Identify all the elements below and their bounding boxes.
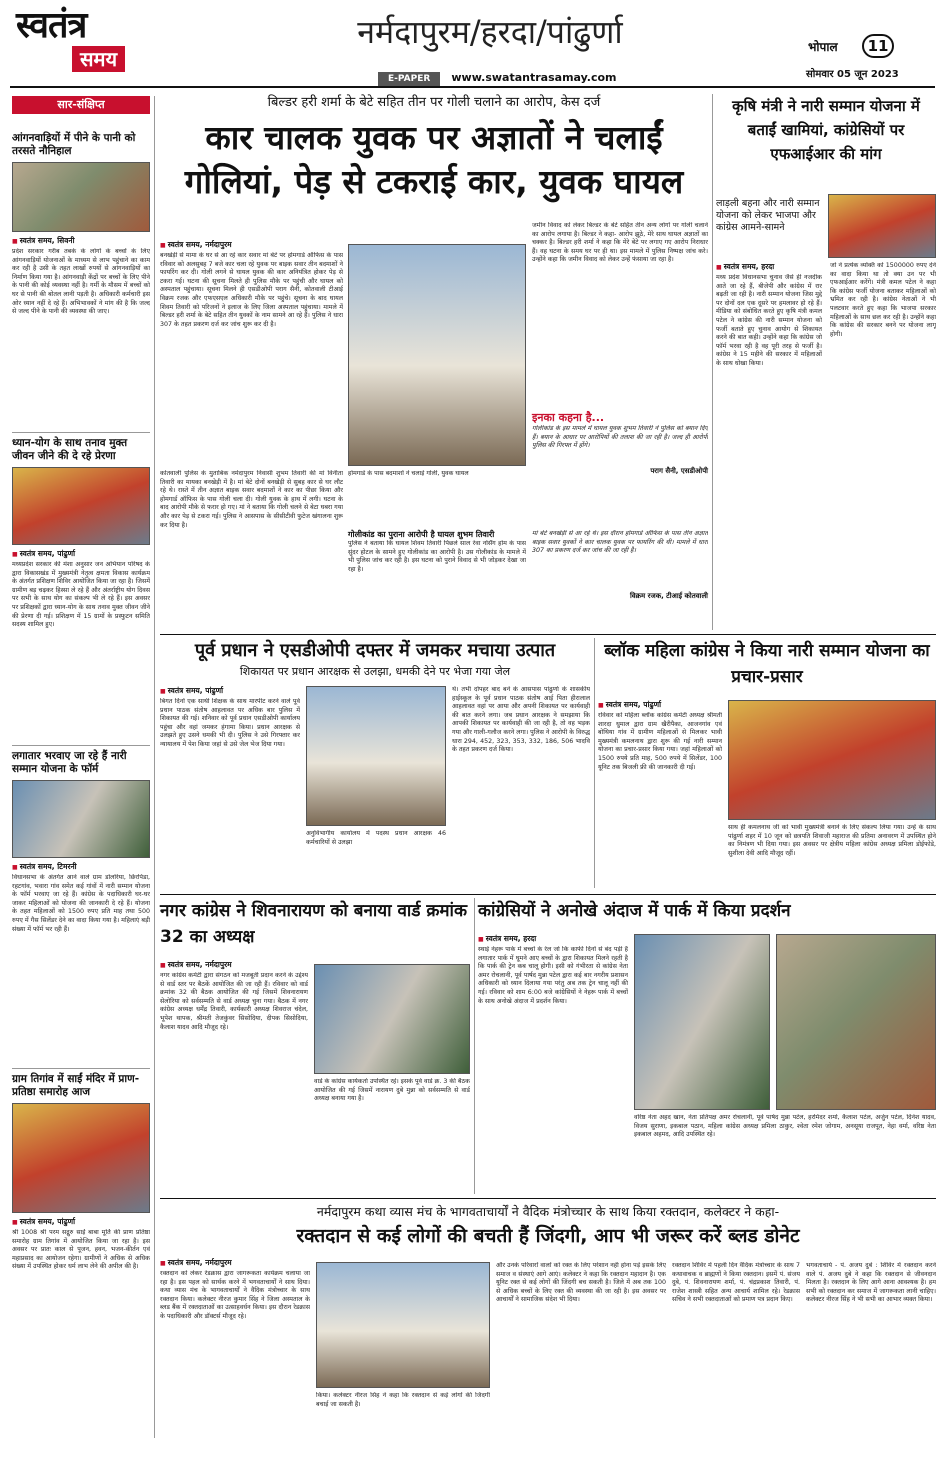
sidebar-body: मध्यप्रदेश सरकार की मंशा अनुसार जन अभियान परिषद के द्वारा विकासखंड में मुख्यमंत्री नेतृत्व क्षमता विकास कार्यक्रम के अंतर्गत प्रशिक्षण शिविर आयोजित किया जा रहा है। जिसमें ग्रामीण बड़ चढ़कर हिस्सा ले रहे हैं और अंतर्राष्ट्रीय योग दिवस पर सभी के साथ योग का संकल्प भी ले रहे हैं। इस अवसर पर प्रशिक्षकों द्वारा ध्यान-योग के साथ तनाव मुक्त जीवन जीने की प्रेरणा दी गई। प्रशिक्षण में 15 ग्रामों के प्रस्फुटन समिति सदस्य शामिल हुए। — [12, 561, 150, 629]
sidebar-item — [12, 1073, 150, 1307]
park-col1: स्थाई नेहरू पार्क में बच्चों के रेल जो कि काफी दिनों से बंद पड़ी है लगातार पार्क में घूमने आए बच्चों के द्वारा शिकायत मिलने रहती है कि पार्क की ट्रेन कब चालू होगी। इसी को गंभीरता से कांग्रेस नेता अमर रोचलानी, पूर्व पार्षद मुन्ना पटेल द्वारा कई बार नगरीय प्रशासन अधिकारी को ध्यान दिलाया गया परंतु अब तक ट्रेन चालू नहीं की गई। रविवार को शाम 6:00 बजे कांग्रेसियों ने नेहरू पार्क में बच्चों के साथ अनोखे अंदाज में प्रदर्शन किया। — [478, 946, 628, 1005]
agri-col1: मध्य प्रदेश विधानसभा चुनाव जैसे ही नजदीक आते जा रहे हैं, बीजेपी और कांग्रेस में रार बढ़ती जा रही है। नारी सम्मान योजना जिस मुद्दे पर दोनों दल एक दूसरे पर हमलावर हो रहे हैं। मीडिया को संबोधित करते हुए कृषि मंत्री कमल पटेल ने कांग्रेस की नारी सम्मान योजना को फर्जी बताते हुए चुनाव आयोग से शिकायत करने की बात कही। उन्होंने कहा कि कांग्रेस जो फॉर्म भरवा रही है वह पूरी तरह से फर्जी है। कांग्रेस ने 15 महीने की सरकार में महिलाओं के साथ धोखा किया। — [716, 274, 822, 367]
sidebar — [12, 96, 150, 1438]
lead-box2-text: मां बेटे बनखेड़ी से आ रहे थे। इस दौरान होमगार्ड ऑफिस के पास तीन अज्ञात बाइक सवार युवकों ने कार चालक युवक पर फायरिंग की थी। मामले में धारा 307 का प्रकरण दर्ज कर जांच की जा रही है। — [532, 530, 708, 555]
sidebar-section-label: सार-संक्षिप्त — [12, 96, 150, 114]
sidebar-body: प्रदेश सरकार गरीब तबके के लोगों के बच्चों के लिए आंगनवाड़ियों योजनाओं के माध्यम से लाभ पहुंचाने का काम कर रही है उसी के तहत लाखों रुपयों से आंगनवाड़ियों का निर्माण किया गया है। आंगनवाड़ी केंद्रों पर बच्चों के लिए पीने के पानी की कोई व्यवस्था नहीं है। गर्मी के मौसम में बच्चों को घर से पानी की बोतल लानी पड़ती है। अधिकारी कर्मचारी इस ओर ध्यान नहीं दे रहे हैं। अभिभावकों ने मांग की है कि जल्द से जल्द पीने के पानी की व्यवस्था की जाए। — [12, 248, 150, 316]
lead-headline-line1: कार चालक युवक पर अज्ञातों ने चलाईं — [205, 118, 663, 157]
sdop-col2: थे। तभी दोपहर बाद बने के आसपास पांढुर्णा के शासकीय हाईस्कूल के पूर्व प्रधान पाठक संतोष आई पिता हीरालाल आहलावत वहां पर आया और अपनी शिकायत पर कार्यवाही की बात करने लगा। जब प्रधान आरक्षक ने समझाया कि आपकी शिकायत पर कार्यवाही की जा रही है, तो वह भड़क गया और गाली-गलौज करने लगा। पुलिस ने आरोपी के विरुद्ध धारा 294, 452, 323, 353, 332, 186, 506 भादवि के तहत प्रकरण दर्ज किया। — [452, 686, 590, 754]
agri-sub: लाड़ली बहना और नारी सम्मान योजना को लेकर भाजपा और कांग्रेस आमने-सामने — [716, 198, 820, 233]
sdop-col1: बिगत दिनों एक साथी शिक्षक के साथ मारपीट करने वाले पूर्व प्रधान पाठक संतोष आहलावत पर अधिक बार पुलिस में शिकायत की गई। शनिवार को पूर्व प्रधान एसडीओपी कार्यालय पहुंचा और वहां जमकर हंगामा किया। प्रधान आरक्षक से उलझते हुए उसने धमकी भी दी। पुलिस ने उसे गिरफ्तार कर न्यायालय में पेश किया जहां से उसे जेल भेज दिया गया। — [160, 698, 300, 748]
website-link[interactable]: www.swatantrasamay.com — [451, 71, 617, 84]
park-photo-1 — [634, 934, 770, 1110]
sdop-headline: पूर्व प्रधान ने एसडीओपी दफ्तर में जमकर मचाया उत्पात — [194, 640, 556, 661]
ward-headline: नगर कांग्रेस ने शिवनारायण को बनाया वार्ड क्रमांक 32 का अध्यक्ष — [160, 901, 468, 947]
blood-col1: रक्तदान को लेकर रेडक्रास द्वारा जागरूकता कार्यक्रम चलाया जा रहा है। इस पहल को सार्थक करने में भगवताचार्यों ने साथ दिया। कथा व्यास मंच के भागवताचार्यों ने वैदिक मंत्रोच्चार के साथ रक्तदान किया। कलेक्टर नीरज कुमार सिंह ने जिला अस्पताल के ब्लड बैंक में रक्तदाताओं का उत्साहवर्धन किया। इस दौरान रेडक्रास के पदाधिकारी और डॉक्टर्स मौजूद रहे। — [160, 1270, 310, 1320]
mahila-caption: साथ ही कमलनाथ जी को भावी मुख्यमंत्री बनाने के लिए संकल्प लिया गया। उन्हें के साथ पांढुर्णा शहर में 10 जून को छत्रपति शिवाजी महाराज की प्रतिमा अनावरण में उपस्थित होने का निमंत्रण भी दिया गया। इस अवसर पर क्षेत्रीय महिला कांग्रेस अध्यक्ष प्रमिला डोईफोडे, सुशीला देवी आदि मौजूद रहीं। — [728, 824, 936, 857]
masthead-rule — [10, 86, 935, 88]
park-caption: वरिष्ठ नेता अहद खान, नेता प्रतिपक्ष अमर रोचलानी, पूर्व पार्षद मुन्ना पटेल, हरमिंदर शर्मा, कैलाश पटेल, अर्जुन पटेल, दिनेश यादव, विजय सुराणा, इकबाल पठान, महिला कांग्रेस अध्यक्ष प्रमिला ठाकुर, श्वेता रमेश जोगाम, अनसूया राजपूत, नेहा वर्मा, वरिष्ठ नेता इकबाल अहमद, आदि उपस्थित रहे। — [634, 1114, 936, 1139]
lead-caption: होमगार्ड के पास बदमाशों ने चलाई गोली, युवक घायल — [348, 470, 469, 477]
lead-quote-box — [532, 410, 708, 476]
lead-col4: पुलिस ने बताया कि घायल शिवम तिवारी पिछले साल रेवा नर्सिंग होम के पास सुंदर होटल के सामने हुए गोलीकांड का आरोपी है। उस गोलीकांड के मामले में भी पुलिस जांच कर रही है। इस घटना को पुराने विवाद से भी जोड़कर देखा जा रहा है। — [348, 540, 526, 573]
sidebar-byline: ■ स्वतंत्र समय, पांढुर्णा — [12, 549, 150, 559]
sdop-story — [160, 638, 590, 888]
lead-box-sign: पराग सैनी, एसडीओपी — [650, 467, 708, 475]
blood-col2: और उनके परिवारों वालों को रक्त के लिए परेशान नहीं होना पड़े इसके लिए समाज व संस्थाएं आगे आएं। कलेक्टर ने कहा कि रक्तदान महादान है। एक यूनिट रक्त से कई लोगों की जिंदगी बच सकती है। जिले में अब तक 100 से अधिक बच्चों के लिए रक्त की व्यवस्था की जा रही है। इस अवसर पर आचार्यों ने सामाजिक संदेश भी दिया। — [496, 1262, 666, 1304]
sidebar-byline: ■ स्वतंत्र समय, सिवनी — [12, 236, 150, 246]
lead-kicker: बिल्डर हरी शर्मा के बेटे सहित तीन पर गोली चलाने का आरोप, केस दर्ज — [267, 95, 601, 110]
mahila-photo — [728, 700, 936, 820]
blood-col3: रक्तदान शिविर में पहली दिन वैदिक मंत्रोच्चार के साथ 7 कथावाचक व ब्राह्मणों ने किया रक्तदान। इसमें पं. संजय दुबे, पं. शिवनारायण शर्मा, पं. चंद्रप्रकाश तिवारी, पं. राजेश शास्त्री सहित अन्य आचार्य शामिल रहे। रेडक्रास सचिव ने सभी रक्तदाताओं को प्रमाण पत्र प्रदान किए। — [672, 1262, 800, 1304]
park-story — [478, 898, 936, 1194]
newspaper-logo — [16, 6, 156, 78]
sidebar-item — [12, 437, 150, 741]
agri-headline: कृषि मंत्री ने नारी सम्मान योजना में बताईं खामियां, कांग्रेसियों पर एफआईआर की मांग — [732, 97, 920, 163]
blood-story — [160, 1202, 936, 1442]
sidebar-photo — [12, 162, 150, 232]
sidebar-headline: ग्राम तिगांव में साईं मंदिर में प्राण-प्रतिष्ठा समारोह आज — [12, 1073, 140, 1098]
sidebar-headline: ध्यान-योग के साथ तनाव मुक्त जीवन जीने की दे रहे प्रेरणा — [12, 437, 128, 462]
lead-subhead2: गोलीकांड का पुराना आरोपी है घायल शुभम तिवारी — [348, 530, 495, 539]
city-label: भोपाल — [808, 40, 838, 54]
ward-caption: वार्ड के कांग्रेस कार्यकर्ता उपस्थित रहे। इसके पूर्व वार्ड क्र. 3 की बैठक आयोजित की गई जिसमें नारायण दुबे मुन्ना को सर्वसम्मति से वार्ड अध्यक्ष बनाया गया है। — [314, 1078, 470, 1103]
blood-col4: भगवताचार्य - पं. अजय दुबे : शिविर में रक्तदान करने वाले पं. अजय दुबे ने कहा कि रक्तदान से जीवनदान मिलता है। रक्तदान के लिए आगे आना आवश्यक है। हम सभी को रक्तदान कर समाज में जागरूकता लानी चाहिए। कलेक्टर नीरज सिंह ने भी सभी का आभार व्यक्त किया। — [806, 1262, 936, 1304]
page-number: 11 — [862, 34, 894, 58]
agri-story — [716, 94, 936, 630]
blood-headline: रक्तदान से कई लोगों की बचती हैं जिंदगी, आप भी जरूर करें ब्लड डोनेट — [296, 1225, 800, 1247]
agri-col2: जो ने प्रत्येक व्यक्ति को 1500000 रुपए देने का वादा किया था तो क्या उन पर भी एफआईआर करेंगे। मंत्री कमल पटेल ने कहा कि कांग्रेस फर्जी योजना बताकर महिलाओं को भ्रमित कर रही है। कांग्रेस नेताओं ने भी पलटवार करते हुए कहा कि भाजपा सरकार महिलाओं के साथ छल कर रही है। उन्होंने कहा कि कांग्रेस की सरकार बनने पर योजना लागू होगी। — [830, 262, 936, 338]
lead-headline-line2: गोलियां, पेड़ से टकराई कार, युवक घायल — [184, 162, 684, 201]
park-headline: कांग्रेसियों ने अनोखे अंदाज में पार्क में किया प्रदर्शन — [478, 901, 791, 921]
edition-title: नर्मदापुरम/हरदा/पांढुर्णा — [357, 13, 623, 51]
sdop-sub: शिकायत पर प्रधान आरक्षक से उलझा, धमकी देने पर भेजा गया जेल — [239, 665, 511, 678]
blood-caption: किया। कलेक्टर नीरज सिंह ने कहा कि रक्तदान से कई लोगों की जिंदगी बचाई जा सकती है। — [316, 1392, 490, 1408]
park-byline: ■ स्वतंत्र समय, हरदा — [478, 934, 628, 944]
mahila-story — [598, 638, 936, 888]
sidebar-body: विधानसभा के अंतर्गत आने वाले ग्राम डोलरिया, छिरपिंडा, रहटगांव, भवारा गांव समेत कई गांवों में नारी सम्मान योजना के फॉर्म भरवाए जा रहे हैं। कांग्रेस के पदाधिकारी घर-घर जाकर महिलाओं को योजना की जानकारी दे रहे हैं। योजना के तहत महिलाओं को 1500 रुपए प्रति माह तथा 500 रुपए में गैस सिलेंडर देने का वादा किया गया है। महिलाएं बड़ी संख्या में फॉर्म भर रही हैं। — [12, 874, 150, 933]
mahila-col1: रविवार को महिला ब्लॉक कांग्रेस कमेटी अध्यक्ष श्रीमती शारदा धुमाल द्वारा ग्राम खैरीपैका, आजनगांव एवं बोथिया गांव में ग्रामीण महिलाओं से मिलकर भावी मुख्यमंत्री कमलनाथ द्वारा शुरू की गई नारी सम्मान योजना का प्रचार-प्रसार किया गया। जहां महिलाओं को 1500 रुपये प्रति माह, 500 रुपये में सिलेंडर, 100 यूनिट तक बिजली फ्री की जानकारी दी गई। — [598, 712, 722, 771]
blood-byline: ■ स्वतंत्र समय, नर्मदापुरम — [160, 1258, 310, 1268]
lead-col1: बनखेड़ी से मामा के घर से आ रहे कार सवार मां बेटे पर होमगार्ड ऑफिस के पास रविवार को अलसुबह 7 बजे कार चला रहे युवक पर बाइक सवार तीन बदमाशों ने फायरिंग कर दी। गोली लगने से घायल युवक की कार अनियंत्रित होकर पेड़ से टकरा गई। घटना की सूचना मिलते ही पुलिस मौके पर पहुंची और घायल को अस्पताल पहुंचाया। सूचना मिलने ही एसडीओपी पराग सैनी, कोतवाली टीआई विक्रम रजक और एफएसएल अधिकारी मौके पर पहुंचे। सूचना के बाद घायल शिवम तिवारी को परिजनों ने इलाज के लिए जिला अस्पताल पहुंचाया। मामले में बिल्डर हरी शर्मा के बेटे सहित तीन युवकों के नाम सामने आ रहे हैं। पुलिस ने धारा 307 के तहत प्रकरण दर्ज कर जांच शुरू कर दी है। — [160, 252, 343, 328]
sidebar-headline: लगातार भरवाए जा रहे हैं नारी सम्मान योजना के फॉर्म — [12, 750, 127, 775]
ward-byline: ■ स्वतंत्र समय, नर्मदापुरम — [160, 960, 308, 970]
lead-col3: जमीन विवाद को लेकर बिल्डर के बेटे सहित तीन अन्य लोगों पर गोली चलाने का आरोप लगाया है। बिल्डर ने कहा- आरोप झूठे, मेरे साथ घायल अज्ञातों का चक्कर है। बिल्डर हरी शर्मा ने कहा कि मेरे बेटे पर लगाए गए आरोप निराधार हैं। वह घटना के समय घर पर ही था। इस मामले में पुलिस निष्पक्ष जांच करे। उन्होंने कहा कि जमीन विवाद को लेकर उन्हें फंसाया जा रहा है। — [532, 222, 708, 264]
ward-photo — [314, 964, 470, 1074]
sidebar-item — [12, 750, 150, 1064]
logo-top-text: स्वतंत्र — [16, 5, 87, 46]
mahila-headline: ब्लॉक महिला कांग्रेस ने किया नारी सम्मान योजना का प्रचार-प्रसार — [604, 641, 930, 687]
ward-story — [160, 898, 470, 1194]
ward-col1: नगर कांग्रेस कमेटी द्वारा संगठन को मजबूती प्रदान करने के उद्देश्य से वार्ड स्तर पर बैठकें आयोजित की जा रही हैं। रविवार को वार्ड क्रमांक 32 की बैठक आयोजित की गई जिसमें शिवनारायण सेलोरिया को सर्वसम्मति से वार्ड अध्यक्ष चुना गया। बैठक में नगर कांग्रेस अध्यक्ष धर्मेंद्र तिवारी, कार्यकारी अध्यक्ष शिवराज चंदेल, भूपेश थापक, श्रीमती तेजकुंवर सिसोदिया, दीपक सिसोदिया, कैलाश यादव आदि मौजूद रहे। — [160, 972, 308, 1031]
lead-byline: ■ स्वतंत्र समय, नर्मदापुरम — [160, 240, 343, 250]
agri-photo — [828, 194, 936, 258]
sidebar-photo — [12, 780, 150, 858]
lead-photo — [348, 244, 526, 466]
epaper-label: E-PAPER — [378, 72, 440, 86]
lead-col2: कोतवाली पुलिस के मुताबिक नर्मदापुरम निवासी शुभम तिवारी की मां विनीता तिवारी का मायका बनखेड़ी में है। मां बेटे दोनों बनखेड़ी से सुबह कार से घर लौट रहे थे। रास्ते में तीन अज्ञात बाइक सवार बदमाशों ने कार का पीछा किया और होमगार्ड ऑफिस के पास गोली चला दी। गोली युवक के हाथ में लगी। घटना के बाद आरोपी मौके से फरार हो गए। मां ने बताया कि गोली चलने से बेटा घबरा गया और कार पेड़ से टकरा गई। पुलिस ने आसपास के सीसीटीवी फुटेज खंगालना शुरू कर दिया है। — [160, 470, 343, 529]
sidebar-photo — [12, 1103, 150, 1213]
logo-bottom-text: समय — [72, 46, 125, 72]
mahila-byline: ■ स्वतंत्र समय, पांढुर्णा — [598, 700, 722, 710]
sidebar-photo — [12, 467, 150, 545]
lead-box-text: गोलीकांड के इस मामले में घायल युवक शुभम तिवारी ने पुलिस को बयान दिए हैं। बयान के आधार पर आरोपियों की तलाश की जा रही है। जल्द ही आरोपी पुलिस की गिरफ्त में होंगे। — [532, 425, 708, 450]
blood-kicker: नर्मदापुरम कथा व्यास मंच के भागवताचार्यों ने वैदिक मंत्रोच्चार के साथ किया रक्तदान, कलेक्टर ने कहा- — [316, 1204, 780, 1219]
sdop-byline: ■ स्वतंत्र समय, पांढुर्णा — [160, 686, 300, 696]
lead-story — [160, 94, 708, 630]
sdop-photo — [306, 686, 446, 826]
issue-date: सोमवार 05 जून 2023 — [806, 69, 899, 80]
lead-box2-sign: विक्रम रजक, टीआई कोतवाली — [629, 592, 708, 600]
blood-photo — [316, 1262, 490, 1388]
sidebar-byline: ■ स्वतंत्र समय, पांढुर्णा — [12, 1217, 150, 1227]
agri-byline: ■ स्वतंत्र समय, हरदा — [716, 262, 822, 272]
sidebar-byline: ■ स्वतंत्र समय, टिमरनी — [12, 862, 150, 872]
epaper-strip — [378, 66, 798, 82]
masthead — [0, 0, 945, 88]
park-photo-2 — [776, 934, 936, 1110]
sidebar-headline: आंगनवाड़ियों में पीने के पानी को तरसते नौनिहाल — [12, 132, 136, 157]
sidebar-body: श्री 1008 श्री परम सद्गुरु साईं बाबा मूर्ति की प्राण प्रतिष्ठा समारोह ग्राम तिगांव में आयोजित किया जा रहा है। इस अवसर पर प्रातः काल से पूजन, हवन, भजन-कीर्तन एवं महाप्रसाद का आयोजन रहेगा। ग्रामीणों ने अधिक से अधिक संख्या में उपस्थित होकर धर्म लाभ लेने की अपील की है। — [12, 1229, 150, 1271]
sdop-caption: अनुविभागीय कार्यालय में पदस्थ प्रधान आरक्षक 46 कर्मचारियों से उलझा — [306, 830, 446, 846]
sidebar-item — [12, 132, 150, 428]
lead-box-title: इनका कहना है... — [532, 411, 605, 424]
